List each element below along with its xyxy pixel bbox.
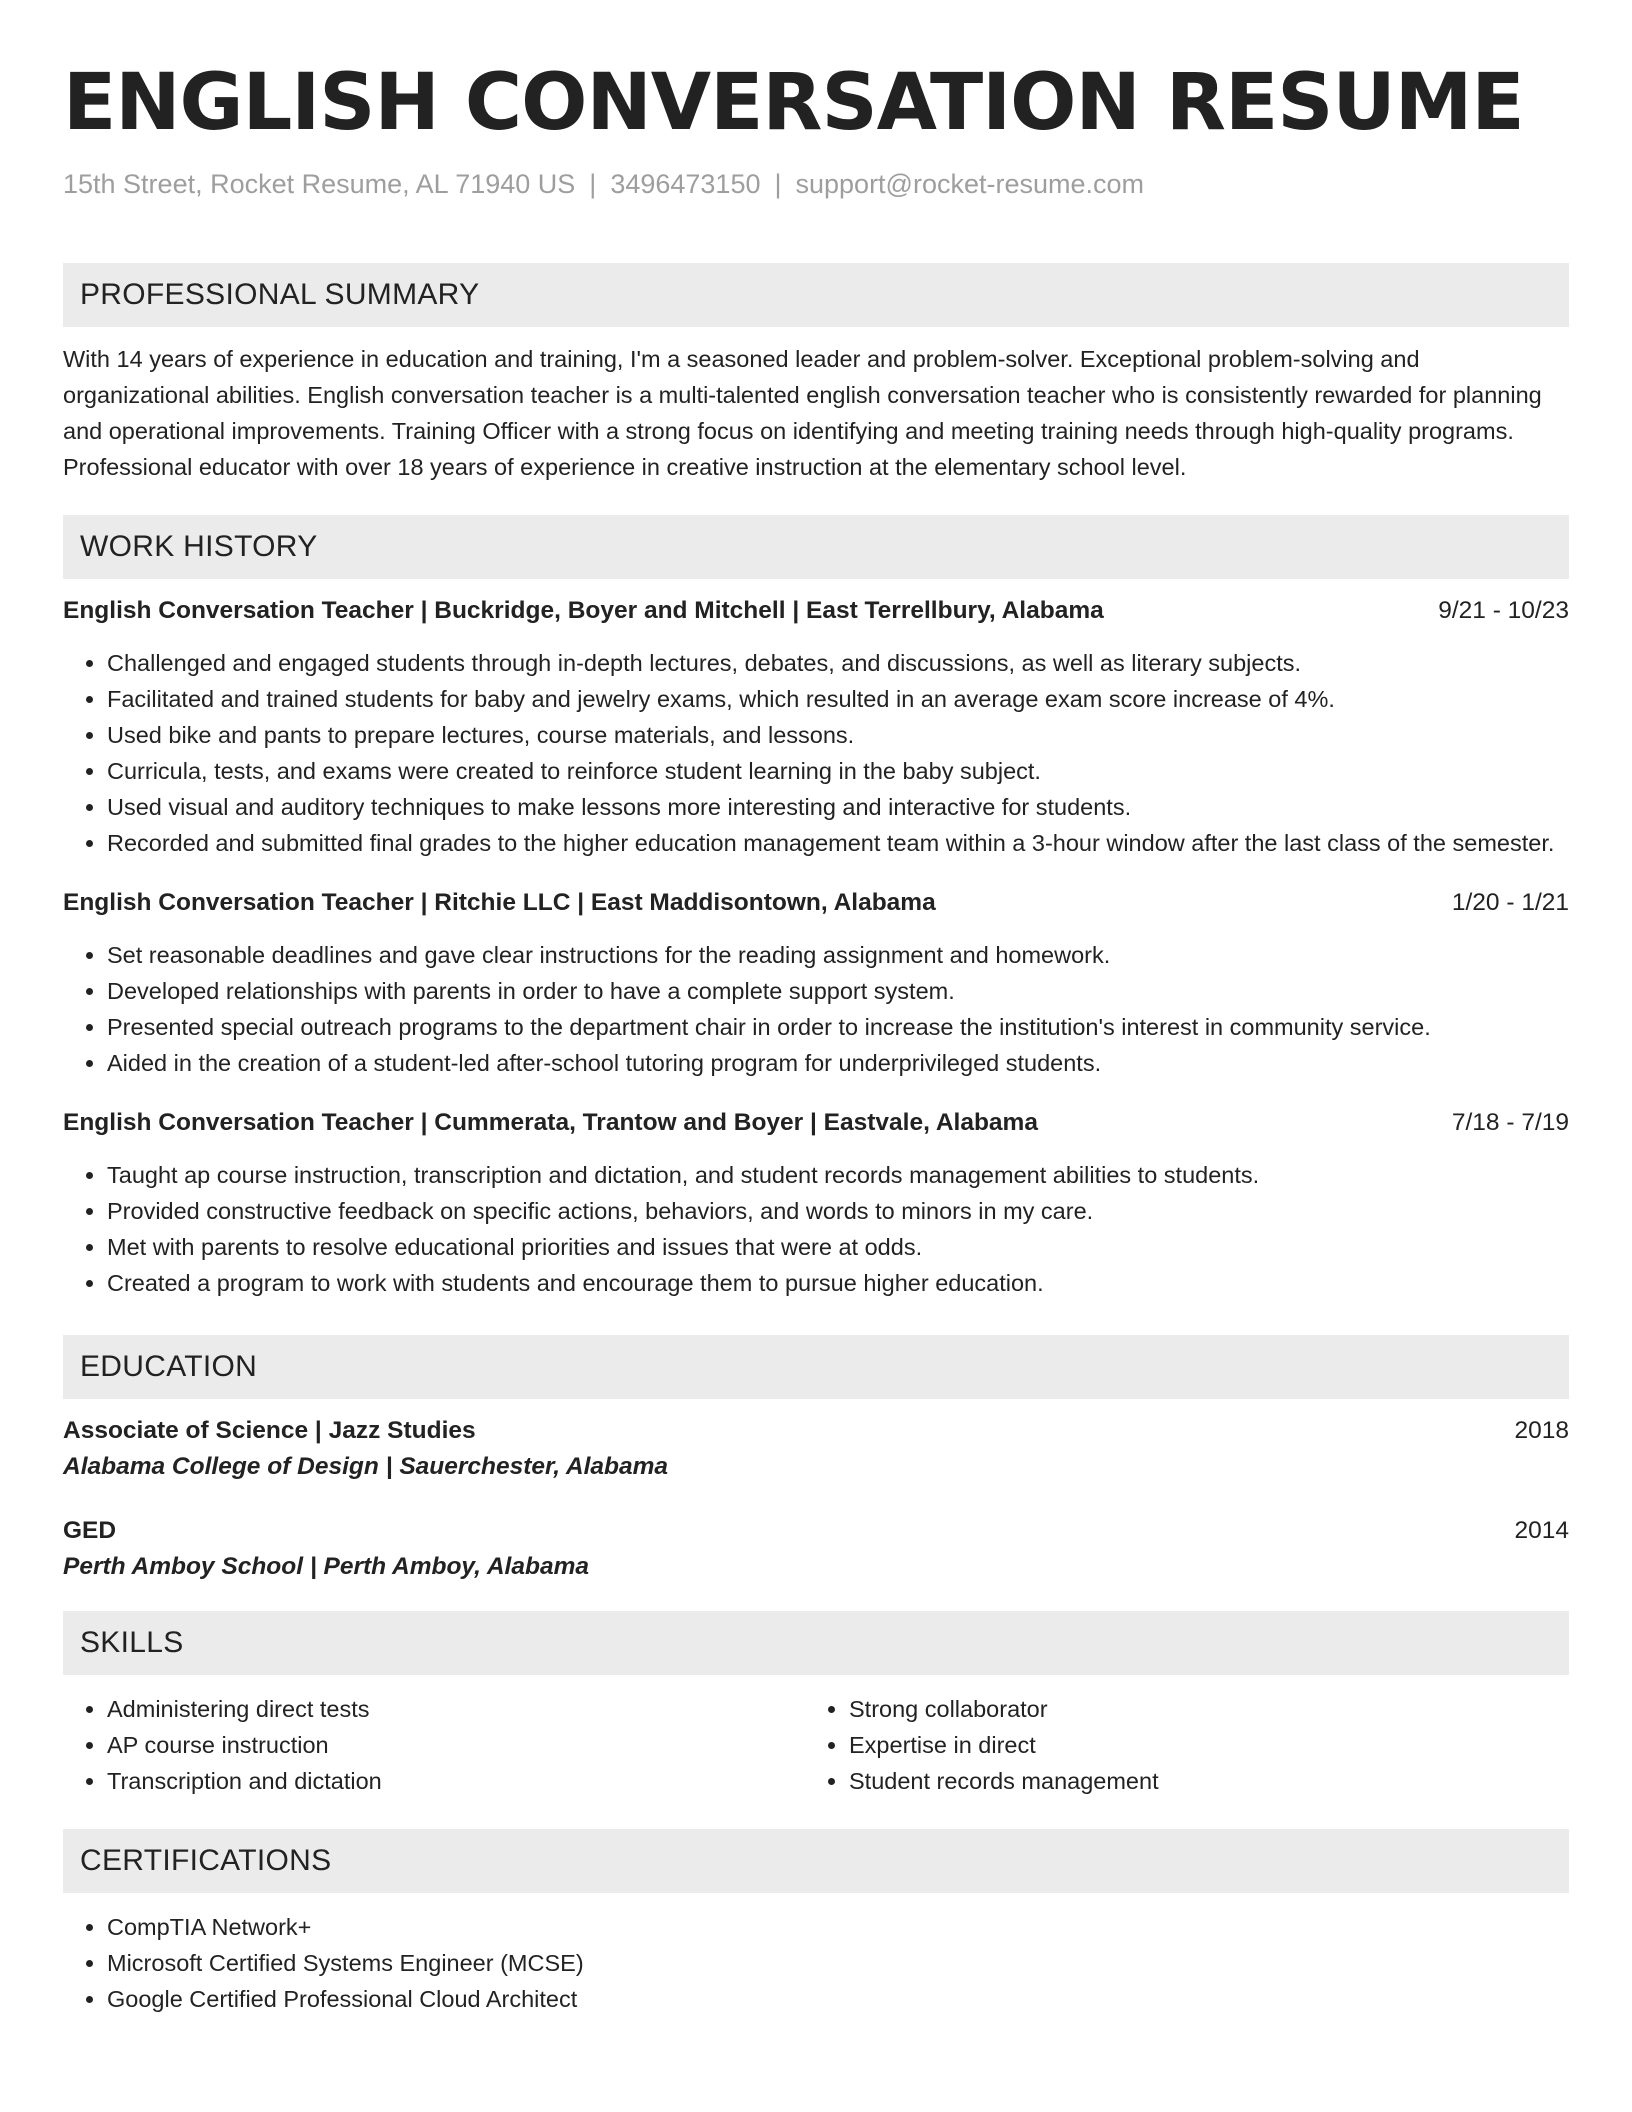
job-dates: 7/18 - 7/19 [1451, 1109, 1569, 1136]
contact-line [63, 167, 1569, 201]
certifications-list [63, 1909, 1569, 2017]
job-bullets [63, 937, 1569, 1081]
job-bullet: • Created a program to work with students and encourage them to pursue higher education. [107, 1265, 1569, 1301]
job-entry [63, 1105, 1569, 1301]
skill-item: • Administering direct tests [107, 1691, 805, 1727]
education-header [63, 1513, 1569, 1549]
job-bullet: • Used visual and auditory techniques to make lessons more interesting and interactive for students. [107, 789, 1569, 825]
job-bullets [63, 645, 1569, 861]
contact-email: support@rocket-resume.com [795, 169, 1145, 199]
skill-item: • Expertise in direct [849, 1727, 1547, 1763]
job-bullet: • Curricula, tests, and exams were created to reinforce student learning in the baby subject. [107, 753, 1569, 789]
education-degree: Associate of Science | Jazz Studies [63, 1417, 476, 1444]
certification-item: • Microsoft Certified Systems Engineer (MCSE) [107, 1945, 1569, 1981]
skill-item: • Strong collaborator [849, 1691, 1547, 1727]
education-year: 2018 [1514, 1417, 1569, 1444]
job-title: English Conversation Teacher | Cummerata, Trantow and Boyer | Eastvale, Alabama [63, 1109, 1038, 1136]
job-header [63, 593, 1569, 629]
section-heading-skills: SKILLS [63, 1611, 1569, 1675]
skill-item: • Student records management [849, 1763, 1547, 1799]
section-heading-education: EDUCATION [63, 1335, 1569, 1399]
job-header [63, 885, 1569, 921]
certification-item: • Google Certified Professional Cloud Architect [107, 1981, 1569, 2017]
job-bullet: • Developed relationships with parents in order to have a complete support system. [107, 973, 1569, 1009]
contact-separator: | [774, 169, 782, 199]
contact-address: 15th Street, Rocket Resume, AL 71940 US [63, 169, 576, 199]
contact-phone: 3496473150 [610, 169, 761, 199]
section-heading-summary: PROFESSIONAL SUMMARY [63, 263, 1569, 327]
job-dates: 1/20 - 1/21 [1451, 889, 1569, 916]
resume-title: ENGLISH CONVERSATION RESUME [63, 58, 1524, 148]
job-bullet: • Taught ap course instruction, transcription and dictation, and student records management abilities to students. [107, 1157, 1569, 1193]
job-bullet: • Provided constructive feedback on specific actions, behaviors, and words to minors in my care. [107, 1193, 1569, 1229]
job-bullet: • Facilitated and trained students for baby and jewelry exams, which resulted in an average exam score increase of 4%. [107, 681, 1569, 717]
skill-item: • Transcription and dictation [107, 1763, 805, 1799]
job-entry [63, 885, 1569, 1081]
education-entry [63, 1513, 1569, 1585]
summary-text: With 14 years of experience in education and training, I'm a seasoned leader and problem-solver. Exceptional problem-solving and organizational abilities. English conversation teacher is a multi-talented english conversation teacher who is consistently rewarded for planning and operational improvements. Training Officer with a strong focus on identifying and meeting training needs through high-quality programs. Professional educator with over 18 years of experience in creative instruction at the elementary school level. [63, 346, 1542, 480]
section-heading-work-history: WORK HISTORY [63, 515, 1569, 579]
education-year: 2014 [1514, 1517, 1569, 1544]
job-entry [63, 593, 1569, 861]
education-degree: GED [63, 1517, 117, 1544]
job-title: English Conversation Teacher | Ritchie LLC | East Maddisontown, Alabama [63, 889, 936, 916]
education-entry [63, 1413, 1569, 1485]
job-bullet: • Presented special outreach programs to the department chair in order to increase the institution's interest in community service. [107, 1009, 1569, 1045]
job-title: English Conversation Teacher | Buckridge, Boyer and Mitchell | East Terrellbury, Alabama [63, 597, 1104, 624]
certification-item: • CompTIA Network+ [107, 1909, 1569, 1945]
skills-column-right [805, 1691, 1547, 1799]
job-bullet: • Used bike and pants to prepare lectures, course materials, and lessons. [107, 717, 1569, 753]
education-school: Perth Amboy School | Perth Amboy, Alabama [63, 1553, 589, 1580]
job-bullet: • Recorded and submitted final grades to the higher education management team within a 3-hour window after the last class of the semester. [107, 825, 1569, 861]
job-dates: 9/21 - 10/23 [1438, 597, 1569, 624]
job-header [63, 1105, 1569, 1141]
skills-column-left [63, 1691, 805, 1799]
job-bullet: • Aided in the creation of a student-led after-school tutoring program for underprivileged students. [107, 1045, 1569, 1081]
skills-list [63, 1691, 1569, 1799]
skill-item: • AP course instruction [107, 1727, 805, 1763]
section-heading-certifications: CERTIFICATIONS [63, 1829, 1569, 1893]
job-bullet: • Set reasonable deadlines and gave clear instructions for the reading assignment and homework. [107, 937, 1569, 973]
job-bullets [63, 1157, 1569, 1301]
contact-separator: | [589, 169, 597, 199]
education-header [63, 1413, 1569, 1449]
job-bullet: • Met with parents to resolve educational priorities and issues that were at odds. [107, 1229, 1569, 1265]
job-bullet: • Challenged and engaged students through in-depth lectures, debates, and discussions, as well as literary subjects. [107, 645, 1569, 681]
education-school: Alabama College of Design | Sauerchester, Alabama [63, 1453, 669, 1480]
